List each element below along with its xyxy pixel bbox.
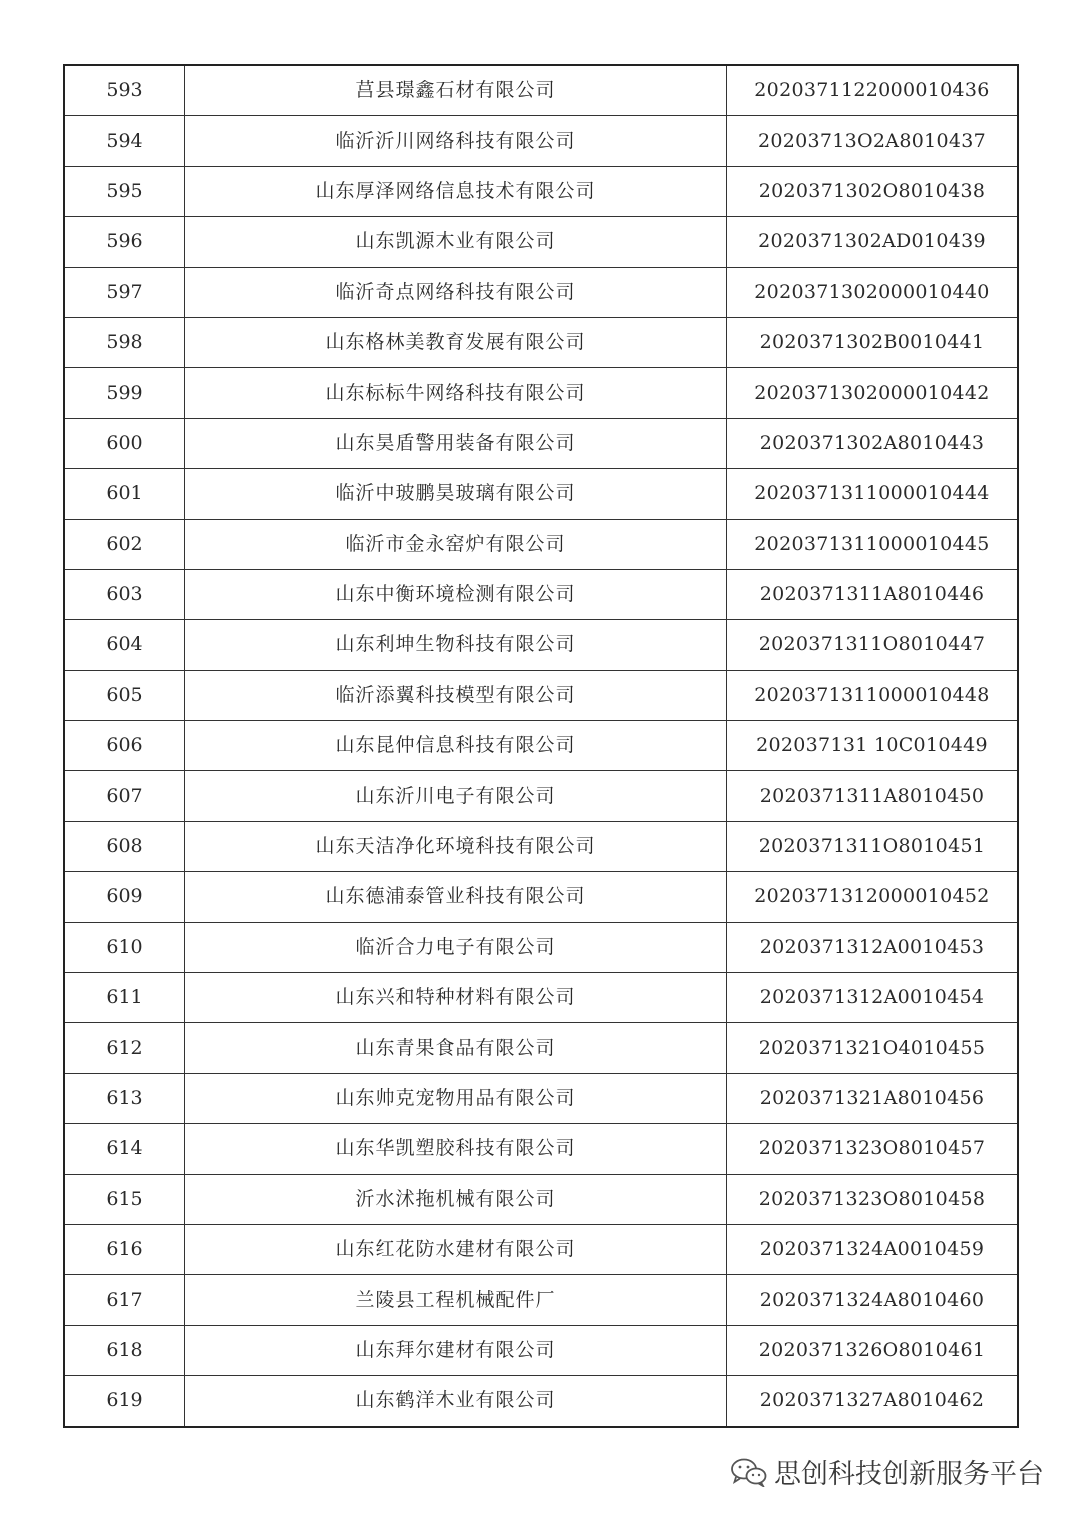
watermark-text: 思创科技创新服务平台 [774, 1459, 1044, 1490]
table-row [64, 267, 1018, 317]
table-row [64, 872, 1018, 922]
row-number-cell: 596 [64, 217, 185, 267]
company-name-cell: 临沂沂川网络科技有限公司 [185, 116, 727, 166]
company-name-cell: 山东凯源木业有限公司 [185, 217, 727, 267]
table-row [64, 721, 1018, 771]
row-number-cell: 600 [64, 418, 185, 468]
company-name-cell: 山东德浦泰管业科技有限公司 [185, 872, 727, 922]
company-name-cell: 临沂中玻鹏昊玻璃有限公司 [185, 469, 727, 519]
registration-code-cell: 2020371122000010436 [727, 65, 1019, 116]
company-name-cell: 沂水沭拖机械有限公司 [185, 1174, 727, 1224]
company-name-cell: 山东昊盾警用装备有限公司 [185, 418, 727, 468]
table-row [64, 1275, 1018, 1325]
registration-code-cell: 2020371312A0010453 [727, 922, 1019, 972]
company-name-cell: 山东厚泽网络信息技术有限公司 [185, 166, 727, 216]
table-row [64, 418, 1018, 468]
wechat-icon [730, 1457, 768, 1487]
registration-code-cell: 2020371302A8010443 [727, 418, 1019, 468]
row-number-cell: 593 [64, 65, 185, 116]
company-name-cell: 山东昆仲信息科技有限公司 [185, 721, 727, 771]
registration-code-cell: 2020371311O8010451 [727, 821, 1019, 871]
table-row [64, 922, 1018, 972]
registration-code-cell: 2020371302000010440 [727, 267, 1019, 317]
company-name-cell: 兰陵县工程机械配件厂 [185, 1275, 727, 1325]
row-number-cell: 598 [64, 317, 185, 367]
company-name-cell: 临沂市金永窑炉有限公司 [185, 519, 727, 569]
table-row [64, 1124, 1018, 1174]
table-body [64, 65, 1018, 1427]
table-row [64, 317, 1018, 367]
registration-code-cell: 2020371324A8010460 [727, 1275, 1019, 1325]
table-row [64, 821, 1018, 871]
registration-code-cell: 2020371302O8010438 [727, 166, 1019, 216]
company-table-wrapper [63, 64, 1015, 1428]
table-row [64, 973, 1018, 1023]
row-number-cell: 604 [64, 620, 185, 670]
company-name-cell: 莒县璟鑫石材有限公司 [185, 65, 727, 116]
registration-code-cell: 2020371321A8010456 [727, 1073, 1019, 1123]
table-row [64, 166, 1018, 216]
table-row [64, 1376, 1018, 1427]
company-name-cell: 山东青果食品有限公司 [185, 1023, 727, 1073]
row-number-cell: 609 [64, 872, 185, 922]
row-number-cell: 608 [64, 821, 185, 871]
company-name-cell: 山东天洁净化环境科技有限公司 [185, 821, 727, 871]
registration-code-cell: 2020371323O8010458 [727, 1174, 1019, 1224]
row-number-cell: 594 [64, 116, 185, 166]
company-name-cell: 临沂合力电子有限公司 [185, 922, 727, 972]
company-name-cell: 山东沂川电子有限公司 [185, 771, 727, 821]
company-name-cell: 临沂添翼科技模型有限公司 [185, 670, 727, 720]
registration-code-cell: 2020371312A0010454 [727, 973, 1019, 1023]
registration-code-cell: 2020371312000010452 [727, 872, 1019, 922]
row-number-cell: 613 [64, 1073, 185, 1123]
row-number-cell: 619 [64, 1376, 185, 1427]
registration-code-cell: 2020371321O4010455 [727, 1023, 1019, 1073]
table-row [64, 620, 1018, 670]
company-name-cell: 山东鹤洋木业有限公司 [185, 1376, 727, 1427]
table-row [64, 771, 1018, 821]
row-number-cell: 614 [64, 1124, 185, 1174]
company-name-cell: 山东标标牛网络科技有限公司 [185, 368, 727, 418]
company-name-cell: 山东拜尔建材有限公司 [185, 1325, 727, 1375]
table-row [64, 1224, 1018, 1274]
company-name-cell: 山东格林美教育发展有限公司 [185, 317, 727, 367]
table-row [64, 65, 1018, 116]
row-number-cell: 599 [64, 368, 185, 418]
registration-code-cell: 2020371311000010444 [727, 469, 1019, 519]
registration-code-cell: 2020371326O8010461 [727, 1325, 1019, 1375]
watermark [730, 1452, 1044, 1491]
company-name-cell: 山东兴和特种材料有限公司 [185, 973, 727, 1023]
row-number-cell: 610 [64, 922, 185, 972]
row-number-cell: 603 [64, 569, 185, 619]
registration-code-cell: 2020371327A8010462 [727, 1376, 1019, 1427]
table-row [64, 116, 1018, 166]
registration-code-cell: 202037131 10C010449 [727, 721, 1019, 771]
table-row [64, 217, 1018, 267]
registration-code-cell: 2020371311A8010450 [727, 771, 1019, 821]
company-name-cell: 山东利坤生物科技有限公司 [185, 620, 727, 670]
company-table [63, 64, 1019, 1428]
row-number-cell: 617 [64, 1275, 185, 1325]
table-row [64, 1325, 1018, 1375]
company-name-cell: 山东红花防水建材有限公司 [185, 1224, 727, 1274]
registration-code-cell: 2020371302000010442 [727, 368, 1019, 418]
company-name-cell: 山东中衡环境检测有限公司 [185, 569, 727, 619]
table-row [64, 670, 1018, 720]
registration-code-cell: 2020371302AD010439 [727, 217, 1019, 267]
table-row [64, 569, 1018, 619]
table-row [64, 1023, 1018, 1073]
table-row [64, 469, 1018, 519]
registration-code-cell: 2020371311O8010447 [727, 620, 1019, 670]
row-number-cell: 602 [64, 519, 185, 569]
row-number-cell: 607 [64, 771, 185, 821]
registration-code-cell: 2020371311000010448 [727, 670, 1019, 720]
row-number-cell: 611 [64, 973, 185, 1023]
row-number-cell: 618 [64, 1325, 185, 1375]
table-row [64, 1073, 1018, 1123]
registration-code-cell: 2020371311000010445 [727, 519, 1019, 569]
row-number-cell: 605 [64, 670, 185, 720]
registration-code-cell: 2020371311A8010446 [727, 569, 1019, 619]
row-number-cell: 601 [64, 469, 185, 519]
row-number-cell: 612 [64, 1023, 185, 1073]
company-name-cell: 山东华凯塑胶科技有限公司 [185, 1124, 727, 1174]
row-number-cell: 595 [64, 166, 185, 216]
registration-code-cell: 2020371324A0010459 [727, 1224, 1019, 1274]
table-row [64, 1174, 1018, 1224]
registration-code-cell: 2020371302B0010441 [727, 317, 1019, 367]
table-row [64, 368, 1018, 418]
row-number-cell: 616 [64, 1224, 185, 1274]
registration-code-cell: 20203713O2A8010437 [727, 116, 1019, 166]
company-name-cell: 临沂奇点网络科技有限公司 [185, 267, 727, 317]
row-number-cell: 615 [64, 1174, 185, 1224]
row-number-cell: 597 [64, 267, 185, 317]
company-name-cell: 山东帅克宠物用品有限公司 [185, 1073, 727, 1123]
table-row [64, 519, 1018, 569]
registration-code-cell: 2020371323O8010457 [727, 1124, 1019, 1174]
row-number-cell: 606 [64, 721, 185, 771]
